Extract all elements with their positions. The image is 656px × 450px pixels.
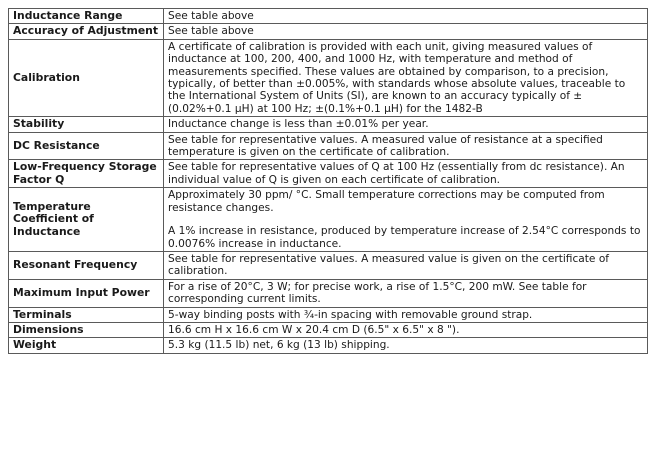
spec-label: Weight <box>9 338 164 353</box>
spec-value-text: See table above <box>168 10 254 22</box>
table-row <box>9 24 648 39</box>
spec-value-text: See table above <box>168 25 254 38</box>
spec-label: Inductance Range <box>9 9 164 24</box>
specifications-table-body <box>9 9 648 354</box>
spec-label: Temperature Coefficient of Inductance <box>9 188 164 252</box>
spec-value <box>164 117 648 132</box>
spec-value <box>164 24 648 39</box>
table-row <box>9 132 648 160</box>
spec-value <box>164 322 648 337</box>
spec-label: Calibration <box>9 39 164 116</box>
spec-value <box>164 307 648 322</box>
spec-value <box>164 160 648 188</box>
table-row <box>9 39 648 116</box>
spec-value-text: For a rise of 20°C, 3 W; for precise work, a rise of 1.5°C, 200 mW. See table for corresponding current limits. <box>168 280 587 306</box>
specifications-table <box>8 8 648 354</box>
spec-value-text: 16.6 cm H x 16.6 cm W x 20.4 cm D (6.5" x 6.5" x 8 "). <box>168 323 460 336</box>
spec-label: Resonant Frequency <box>9 251 164 279</box>
table-row <box>9 322 648 337</box>
table-row <box>9 307 648 322</box>
table-row <box>9 188 648 252</box>
table-row <box>9 9 648 24</box>
spec-value-text: See table for representative values. A measured value is given on the certificate of calibration. <box>168 252 610 278</box>
spec-value <box>164 39 648 116</box>
spec-value <box>164 279 648 307</box>
spec-label: Accuracy of Adjustment <box>9 24 164 39</box>
spec-value-text: 5.3 kg (11.5 lb) net, 6 kg (13 lb) shipping. <box>168 339 390 352</box>
spec-value-text: A certificate of calibration is provided with each unit, giving measured values of inductance at 100, 200, 400, and 1000 Hz, with temperature and method of measurements specified. These values are obtained by comparison, to a precision, typically, of better than ±0.005%, with standards whose absolute values, traceable to the International System of Units (SI), are known to an accuracy typically of ±(0.02%+0.1 µH) at 100 Hz; ±(0.1%+0.1 µH) for the 1482-B <box>168 40 626 115</box>
table-row <box>9 117 648 132</box>
spec-value-text: See table for representative values of Q at 100 Hz (essentially from dc resistance). An individual value of Q is given on each certificate of calibration. <box>168 161 625 186</box>
table-row <box>9 160 648 188</box>
spec-value-text: See table for representative values. A measured value of resistance at a specified temperature is given on the certificate of calibration. <box>168 133 603 159</box>
spec-value-text: Approximately 30 ppm/ °C. Small temperature corrections may be computed from resistance changes. <box>168 189 605 214</box>
spec-value <box>164 251 648 279</box>
spec-value <box>164 188 648 252</box>
spec-label: DC Resistance <box>9 132 164 160</box>
table-row <box>9 279 648 307</box>
spec-value-text: Inductance change is less than ±0.01% per year. <box>168 118 429 131</box>
spec-value-text: A 1% increase in resistance, produced by temperature increase of 2.54°C corresponds to 0.0076% increase in inductance. <box>168 225 641 250</box>
spec-label: Low-Frequency Storage Factor Q <box>9 160 164 188</box>
spec-value <box>164 338 648 353</box>
spec-value <box>164 132 648 160</box>
spec-value <box>164 9 648 24</box>
spec-label: Stability <box>9 117 164 132</box>
spec-label: Dimensions <box>9 322 164 337</box>
table-row <box>9 251 648 279</box>
spec-value-text: 5-way binding posts with ¾-in spacing with removable ground strap. <box>168 308 533 321</box>
spec-label: Maximum Input Power <box>9 279 164 307</box>
table-row <box>9 338 648 353</box>
spec-label: Terminals <box>9 307 164 322</box>
